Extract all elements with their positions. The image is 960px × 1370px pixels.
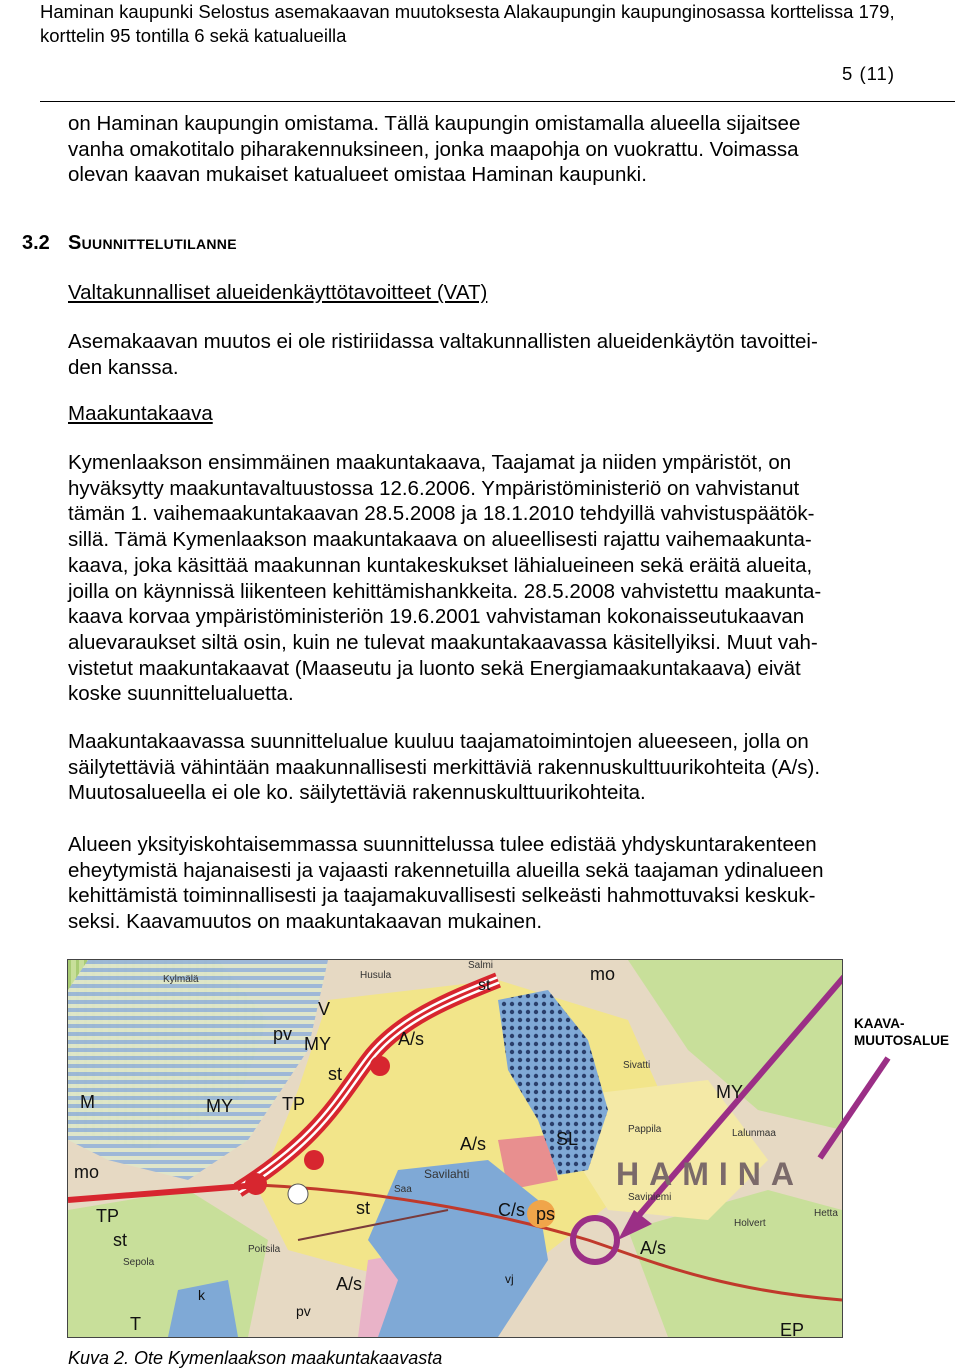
header-line-2: korttelin 95 tontilla 6 sekä katualueilla xyxy=(40,25,347,46)
map-place-name: Holvert xyxy=(734,1218,766,1229)
map-place-name: Pappila xyxy=(628,1124,662,1135)
text-line: vanha omakotitalo piharakennuksineen, jonka maapohja on vuokrattu. Voimassa xyxy=(68,137,799,161)
section-title: Suunnittelutilanne xyxy=(68,232,237,254)
map-place-name: Husula xyxy=(360,970,392,981)
vat-heading: Valtakunnalliset alueidenkäyttötavoitteet (VAT) xyxy=(68,281,488,304)
map-label: st xyxy=(356,1198,371,1218)
map-place-name: Savilahti xyxy=(424,1167,470,1181)
map-place-name: Sepola xyxy=(123,1257,155,1268)
map-label: T xyxy=(130,1314,141,1334)
change-area-arrow xyxy=(760,1050,900,1170)
map-label: mo xyxy=(74,1162,100,1182)
document-header xyxy=(40,0,940,48)
arrow-shaft xyxy=(820,1058,888,1158)
text-line: on Haminan kaupungin omistama. Tällä kaupungin omistamalla alueella sijaitsee xyxy=(68,112,801,135)
map-label: st xyxy=(478,977,491,994)
map-label: pv xyxy=(296,1303,311,1319)
header-line-1: Haminan kaupunki Selostus asemakaavan muutoksesta Alakaupungin kaupunginosassa korttelissa 179, xyxy=(40,1,895,22)
intro-paragraph xyxy=(68,111,897,188)
text-line: kaava korvaa ympäristöministeriön 19.6.2001 vahvistaman kokonaisseutukaavan xyxy=(68,605,805,629)
text-line: Alueen yksityiskohtaisemmassa suunnittelussa tulee edistää yhdyskuntarakenteen xyxy=(68,833,817,856)
planning-paragraph xyxy=(68,832,897,935)
map-label: C/s xyxy=(498,1200,525,1220)
text-line: seksi. Kaavamuutos on maakuntakaavan mukainen. xyxy=(68,910,543,934)
maakuntakaava-heading: Maakuntakaava xyxy=(68,402,213,425)
map-label: MY xyxy=(206,1096,233,1116)
text-line: den kanssa. xyxy=(68,355,179,379)
map-label: SL xyxy=(556,1129,579,1149)
change-area-label-line-1: KAAVA- xyxy=(854,1016,905,1031)
text-line: olevan kaavan mukaiset katualueet omistaa Haminan kaupunki. xyxy=(68,163,647,187)
text-line: koske suunnittelualuetta. xyxy=(68,682,294,706)
map-label: A/s xyxy=(336,1274,363,1294)
text-line: Muutosalueella ei ole ko. säilytettäviä rakennuskulttuurikohteita. xyxy=(68,781,646,805)
map-place-name: Lalunmaa xyxy=(732,1128,776,1139)
text-line: Asemakaavan muutos ei ole ristiriidassa valtakunnallisten alueidenkäytön tavoittei- xyxy=(68,330,818,353)
map-place-name: Saa xyxy=(394,1184,412,1195)
map-label: TP xyxy=(282,1094,306,1114)
section-number: 3.2 xyxy=(22,232,50,254)
map-label: pv xyxy=(273,1024,293,1044)
map-place-name: Salmi xyxy=(468,960,494,971)
map-title-label: HAMINA xyxy=(616,1156,804,1192)
map-place-name: Saviniemi xyxy=(628,1192,672,1203)
text-line: sillä. Tämä Kymenlaakson maakuntakaava on alueellisesti rajattu vaihemaakunta- xyxy=(68,528,812,552)
map-place-name: Hetta xyxy=(814,1208,838,1219)
map-label: ps xyxy=(536,1204,556,1224)
map-place-name: Kylmälä xyxy=(163,974,199,985)
map-label: A/s xyxy=(398,1029,425,1049)
map-label: k xyxy=(198,1287,205,1303)
map-graphic xyxy=(68,960,842,1337)
text-line: hyväksytty maakuntavaltuustossa 12.6.2006. Ympäristöministeriö on vahvistanut xyxy=(68,476,800,500)
regional-plan-map xyxy=(67,959,843,1338)
map-label: TP xyxy=(96,1206,120,1226)
map-label: st xyxy=(113,1230,128,1250)
map-label: V xyxy=(318,999,331,1019)
text-line: kaava, joka käsittää maakunnan kuntakeskukset lähialueineen sekä eräitä alueita, xyxy=(68,553,813,577)
text-line: Kymenlaakson ensimmäinen maakuntakaava, Taajamat ja niiden ympäristöt, on xyxy=(68,451,792,474)
zoning-paragraph xyxy=(68,729,897,806)
text-line: joilla on käynnissä liikenteen kehittämishankkeita. 28.5.2008 vahvistettu maakunta- xyxy=(68,579,822,603)
text-line: kehittämistä toiminnallisesti ja taajamakuvallisesti selkeästi hahmottuvaksi keskuk- xyxy=(68,884,816,908)
map-place-name: Poitsila xyxy=(248,1244,281,1255)
figure-caption: Kuva 2. Ote Kymenlaakson maakuntakaavasta xyxy=(68,1348,443,1368)
map-label: vj xyxy=(505,1272,514,1286)
text-line: vistetut maakuntakaavat (Maaseutu ja luonto sekä Energiamaakuntakaava) eivät xyxy=(68,656,801,680)
text-line: säilytettäviä vähintään maakunnallisesti merkittäviä rakennuskulttuurikohteita (A/s). xyxy=(68,755,821,779)
map-label: A/s xyxy=(460,1134,487,1154)
maakuntakaava-paragraph xyxy=(68,450,897,707)
change-area-label xyxy=(854,1015,949,1049)
map-label: mo xyxy=(590,964,616,984)
map-label: MY xyxy=(304,1034,331,1054)
map-label: MY xyxy=(716,1082,743,1102)
text-line: eheytymistä hajanaisesti ja vajaasti rakennetuilla alueilla sekä taajaman ydinalueen xyxy=(68,858,824,882)
header-rule xyxy=(40,101,955,102)
map-label: st xyxy=(328,1064,343,1084)
text-line: Maakuntakaavassa suunnittelualue kuuluu taajamatoimintojen alueeseen, jolla on xyxy=(68,730,809,753)
vat-paragraph xyxy=(68,329,897,380)
text-line: tämän 1. vaihemaakuntakaavan 28.5.2008 ja 18.1.2010 tehdyillä vahvistuspäätök- xyxy=(68,502,815,526)
page-number: 5 (11) xyxy=(842,63,895,84)
text-line: aluevaraukset siltä osin, kuin ne tulevat maakuntakaavassa käsitellyiksi. Muut vah- xyxy=(68,630,818,654)
change-area-label-line-2: MUUTOSALUE xyxy=(854,1033,950,1048)
map-label: M xyxy=(80,1092,95,1112)
map-label: A/s xyxy=(640,1238,667,1258)
map-label: EP xyxy=(780,1320,805,1337)
map-place-name: Sivatti xyxy=(623,1060,651,1071)
